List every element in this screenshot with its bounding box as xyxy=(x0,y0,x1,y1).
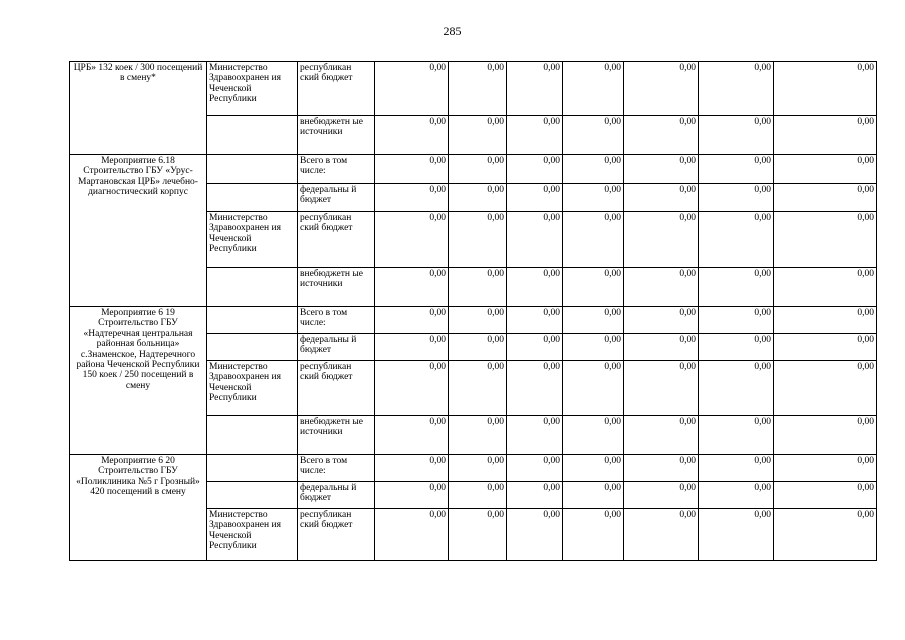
amount-cell: 0,00 xyxy=(774,307,877,334)
amount-cell: 0,00 xyxy=(774,361,877,416)
funding-source-cell: республикан ский бюджет xyxy=(298,509,375,561)
amount-cell: 0,00 xyxy=(624,116,699,155)
amount-cell: 0,00 xyxy=(563,155,624,184)
responsible-cell xyxy=(207,155,298,184)
funding-source-cell: федеральны й бюджет xyxy=(298,482,375,509)
amount-cell: 0,00 xyxy=(624,361,699,416)
amount-cell: 0,00 xyxy=(449,455,507,482)
amount-cell: 0,00 xyxy=(699,62,774,116)
amount-cell: 0,00 xyxy=(375,455,449,482)
funding-source-cell: федеральны й бюджет xyxy=(298,184,375,212)
amount-cell: 0,00 xyxy=(563,116,624,155)
amount-cell: 0,00 xyxy=(507,334,563,361)
amount-cell: 0,00 xyxy=(375,212,449,268)
table-row xyxy=(70,455,877,482)
amount-cell: 0,00 xyxy=(563,455,624,482)
amount-cell: 0,00 xyxy=(563,482,624,509)
funding-source-cell: Всего в том числе: xyxy=(298,455,375,482)
funding-source-cell: республикан ский бюджет xyxy=(298,361,375,416)
amount-cell: 0,00 xyxy=(624,334,699,361)
amount-cell: 0,00 xyxy=(375,509,449,561)
amount-cell: 0,00 xyxy=(774,62,877,116)
amount-cell: 0,00 xyxy=(563,361,624,416)
amount-cell: 0,00 xyxy=(774,509,877,561)
funding-source-cell: федеральны й бюджет xyxy=(298,334,375,361)
amount-cell: 0,00 xyxy=(375,155,449,184)
amount-cell: 0,00 xyxy=(563,509,624,561)
responsible-cell xyxy=(207,334,298,361)
amount-cell: 0,00 xyxy=(624,62,699,116)
funding-source-cell: внебюджетн ые источники xyxy=(298,416,375,455)
responsible-cell xyxy=(207,268,298,307)
amount-cell: 0,00 xyxy=(375,116,449,155)
amount-cell: 0,00 xyxy=(507,361,563,416)
responsible-cell xyxy=(207,416,298,455)
amount-cell: 0,00 xyxy=(563,268,624,307)
amount-cell: 0,00 xyxy=(774,455,877,482)
amount-cell: 0,00 xyxy=(563,416,624,455)
amount-cell: 0,00 xyxy=(624,416,699,455)
amount-cell: 0,00 xyxy=(624,455,699,482)
responsible-cell xyxy=(207,482,298,509)
amount-cell: 0,00 xyxy=(774,212,877,268)
amount-cell: 0,00 xyxy=(774,116,877,155)
amount-cell: 0,00 xyxy=(449,212,507,268)
amount-cell: 0,00 xyxy=(375,307,449,334)
amount-cell: 0,00 xyxy=(563,184,624,212)
table-row xyxy=(70,155,877,184)
funding-source-cell: внебюджетн ые источники xyxy=(298,268,375,307)
amount-cell: 0,00 xyxy=(624,212,699,268)
amount-cell: 0,00 xyxy=(507,62,563,116)
amount-cell: 0,00 xyxy=(507,455,563,482)
amount-cell: 0,00 xyxy=(699,307,774,334)
funding-source-cell: Всего в том числе: xyxy=(298,155,375,184)
amount-cell: 0,00 xyxy=(699,184,774,212)
amount-cell: 0,00 xyxy=(699,509,774,561)
funding-source-cell: республикан ский бюджет xyxy=(298,212,375,268)
amount-cell: 0,00 xyxy=(774,155,877,184)
amount-cell: 0,00 xyxy=(449,361,507,416)
amount-cell: 0,00 xyxy=(563,212,624,268)
amount-cell: 0,00 xyxy=(624,268,699,307)
amount-cell: 0,00 xyxy=(624,307,699,334)
amount-cell: 0,00 xyxy=(774,482,877,509)
amount-cell: 0,00 xyxy=(507,416,563,455)
amount-cell: 0,00 xyxy=(624,155,699,184)
responsible-cell: Министерство Здравоохранен ия Чеченской Республики xyxy=(207,62,298,116)
amount-cell: 0,00 xyxy=(507,116,563,155)
budget-table xyxy=(69,61,877,561)
amount-cell: 0,00 xyxy=(449,184,507,212)
amount-cell: 0,00 xyxy=(449,482,507,509)
amount-cell: 0,00 xyxy=(507,184,563,212)
amount-cell: 0,00 xyxy=(624,509,699,561)
responsible-cell xyxy=(207,307,298,334)
event-name-cell: Мероприятие 6 20 Строительство ГБУ «Поликлиника №5 г Грозный» 420 посещений в смену xyxy=(70,455,207,561)
amount-cell: 0,00 xyxy=(449,62,507,116)
event-name-cell: Мероприятие 6 19 Строительство ГБУ «Надтеречная центральная районная больница» с.Знаменское, Надтеречного района Чеченской Республики 150 коек / 250 посещений в смену xyxy=(70,307,207,455)
amount-cell: 0,00 xyxy=(624,184,699,212)
amount-cell: 0,00 xyxy=(507,155,563,184)
amount-cell: 0,00 xyxy=(507,268,563,307)
amount-cell: 0,00 xyxy=(699,268,774,307)
amount-cell: 0,00 xyxy=(699,482,774,509)
amount-cell: 0,00 xyxy=(774,416,877,455)
amount-cell: 0,00 xyxy=(774,334,877,361)
amount-cell: 0,00 xyxy=(699,455,774,482)
amount-cell: 0,00 xyxy=(563,307,624,334)
amount-cell: 0,00 xyxy=(774,268,877,307)
amount-cell: 0,00 xyxy=(699,155,774,184)
amount-cell: 0,00 xyxy=(699,361,774,416)
amount-cell: 0,00 xyxy=(699,334,774,361)
amount-cell: 0,00 xyxy=(507,482,563,509)
amount-cell: 0,00 xyxy=(624,482,699,509)
amount-cell: 0,00 xyxy=(375,416,449,455)
amount-cell: 0,00 xyxy=(507,212,563,268)
amount-cell: 0,00 xyxy=(774,184,877,212)
responsible-cell: Министерство Здравоохранен ия Чеченской Республики xyxy=(207,212,298,268)
amount-cell: 0,00 xyxy=(375,334,449,361)
event-name-cell: ЦРБ» 132 коек / 300 посещений в смену* xyxy=(70,62,207,155)
responsible-cell: Министерство Здравоохранен ия Чеченской Республики xyxy=(207,361,298,416)
amount-cell: 0,00 xyxy=(375,184,449,212)
table-row xyxy=(70,62,877,116)
amount-cell: 0,00 xyxy=(375,361,449,416)
amount-cell: 0,00 xyxy=(699,116,774,155)
funding-source-cell: республикан ский бюджет xyxy=(298,62,375,116)
amount-cell: 0,00 xyxy=(507,307,563,334)
amount-cell: 0,00 xyxy=(375,62,449,116)
amount-cell: 0,00 xyxy=(699,416,774,455)
responsible-cell: Министерство Здравоохранен ия Чеченской Республики xyxy=(207,509,298,561)
amount-cell: 0,00 xyxy=(375,482,449,509)
page-number: 285 xyxy=(443,24,462,38)
amount-cell: 0,00 xyxy=(449,416,507,455)
amount-cell: 0,00 xyxy=(375,268,449,307)
amount-cell: 0,00 xyxy=(449,116,507,155)
funding-source-cell: Всего в том числе: xyxy=(298,307,375,334)
funding-source-cell: внебюджетн ые источники xyxy=(298,116,375,155)
responsible-cell xyxy=(207,184,298,212)
responsible-cell xyxy=(207,455,298,482)
amount-cell: 0,00 xyxy=(449,268,507,307)
amount-cell: 0,00 xyxy=(699,212,774,268)
amount-cell: 0,00 xyxy=(449,307,507,334)
amount-cell: 0,00 xyxy=(563,334,624,361)
amount-cell: 0,00 xyxy=(449,509,507,561)
amount-cell: 0,00 xyxy=(563,62,624,116)
amount-cell: 0,00 xyxy=(449,155,507,184)
table-body xyxy=(70,62,877,561)
table-row xyxy=(70,307,877,334)
responsible-cell xyxy=(207,116,298,155)
amount-cell: 0,00 xyxy=(449,334,507,361)
event-name-cell: Мероприятие 6.18 Строительство ГБУ «Урус-Мартановская ЦРБ» лечебно-диагностический корпус xyxy=(70,155,207,307)
amount-cell: 0,00 xyxy=(507,509,563,561)
